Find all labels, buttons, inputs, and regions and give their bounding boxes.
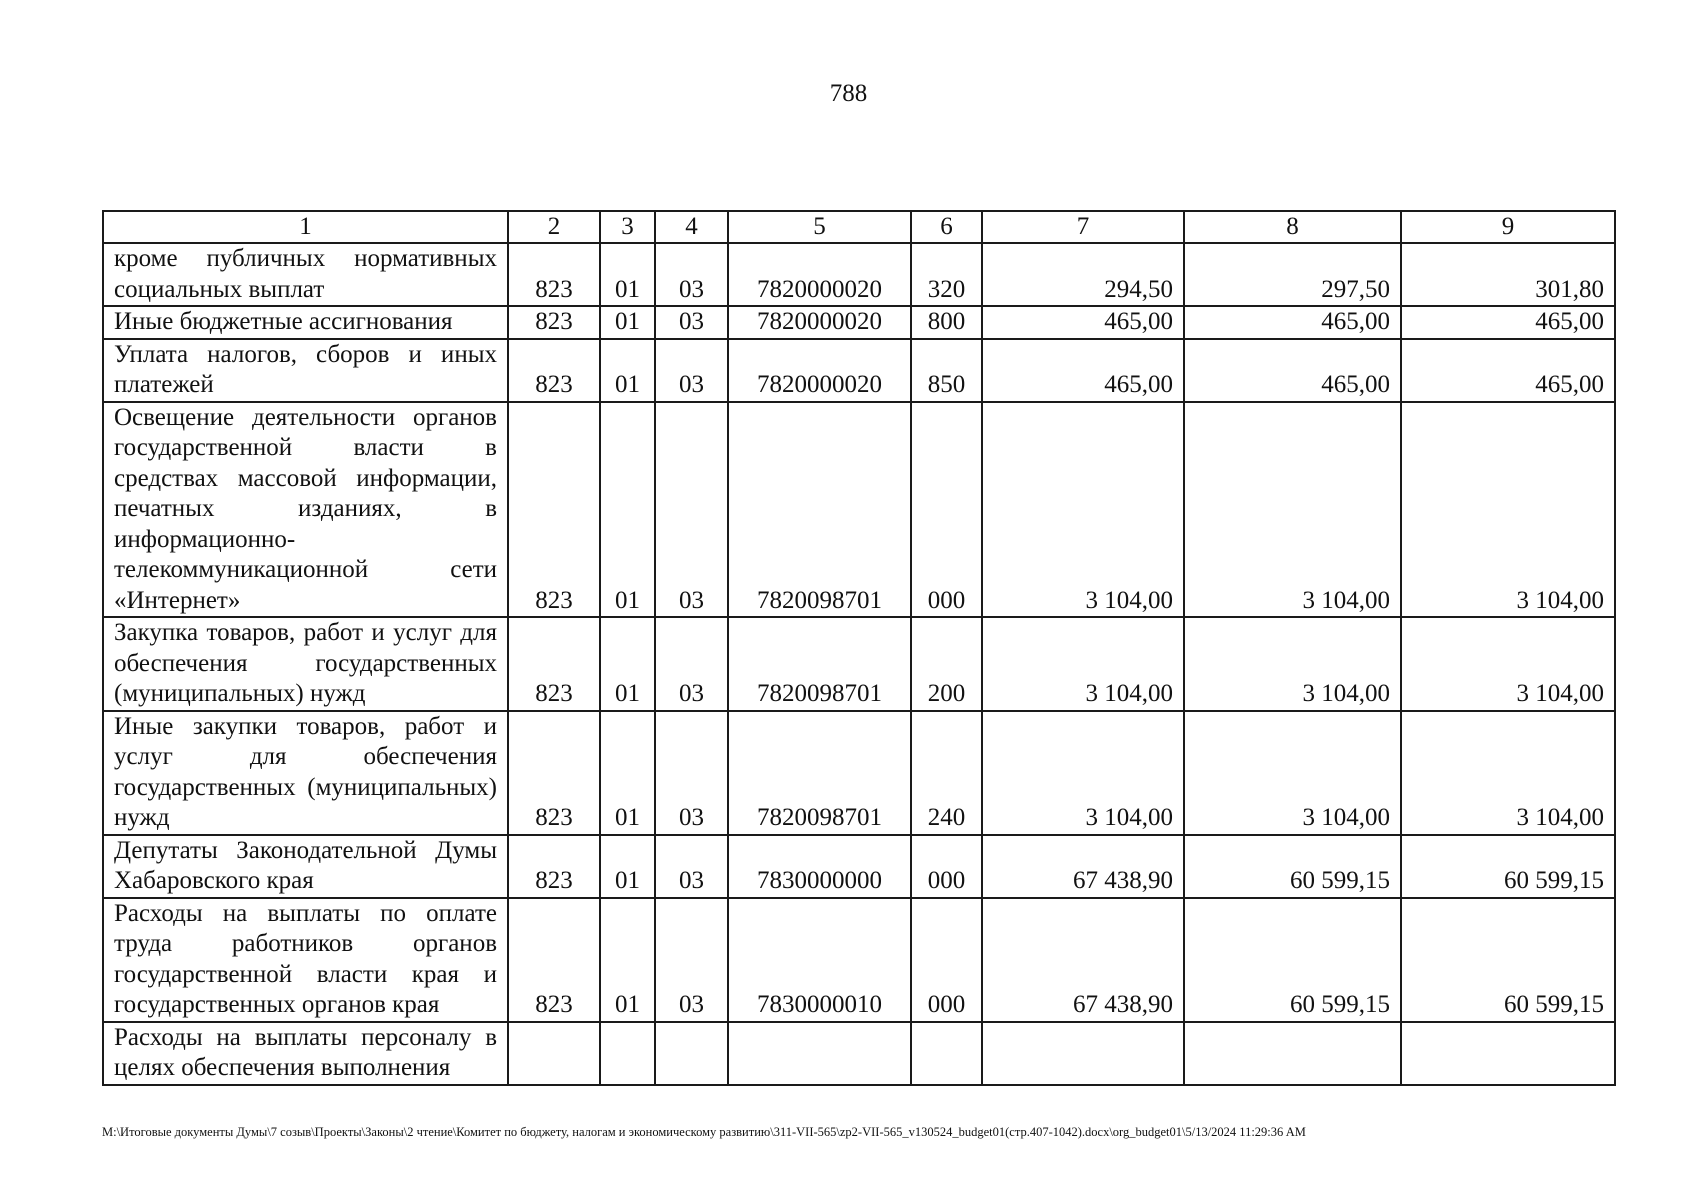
expense-name: Освещение деятельности органов государственной власти в средствах массовой информации, печатных изданиях, в информационно-телекоммуникационной сети «Интернет»: [103, 402, 508, 618]
column-header: 7: [982, 211, 1184, 243]
amount-col-9: 60 599,15: [1401, 835, 1615, 898]
target-article-code: 7830000010: [728, 898, 911, 1022]
amount-col-8: 465,00: [1184, 306, 1401, 339]
expense-type-code: 800: [911, 306, 982, 339]
expense-name: кроме публичных нормативных социальных выплат: [103, 243, 508, 306]
target-article-code: 7820000020: [728, 306, 911, 339]
ministry-code: 823: [508, 617, 600, 711]
amount-col-7: [982, 1022, 1184, 1085]
expense-type-code: 850: [911, 339, 982, 402]
amount-col-9: 3 104,00: [1401, 402, 1615, 618]
table-row: [103, 617, 1615, 711]
target-article-code: 7830000000: [728, 835, 911, 898]
section-code: 01: [600, 898, 655, 1022]
subsection-code: 03: [655, 306, 728, 339]
expense-type-code: 320: [911, 243, 982, 306]
expense-name: Уплата налогов, сборов и иных платежей: [103, 339, 508, 402]
expense-type-code: 000: [911, 402, 982, 618]
budget-table: [102, 210, 1616, 1086]
column-header: 4: [655, 211, 728, 243]
section-code: 01: [600, 617, 655, 711]
target-article-code: 7820000020: [728, 339, 911, 402]
target-article-code: 7820098701: [728, 617, 911, 711]
amount-col-9: 3 104,00: [1401, 617, 1615, 711]
section-code: 01: [600, 402, 655, 618]
amount-col-8: 465,00: [1184, 339, 1401, 402]
table-row: [103, 402, 1615, 618]
expense-type-code: 200: [911, 617, 982, 711]
amount-col-8: 3 104,00: [1184, 617, 1401, 711]
expense-type-code: [911, 1022, 982, 1085]
subsection-code: 03: [655, 617, 728, 711]
amount-col-9: 465,00: [1401, 339, 1615, 402]
subsection-code: 03: [655, 898, 728, 1022]
section-code: 01: [600, 243, 655, 306]
section-code: 01: [600, 711, 655, 835]
amount-col-7: 3 104,00: [982, 711, 1184, 835]
amount-col-8: 3 104,00: [1184, 402, 1401, 618]
target-article-code: 7820098701: [728, 711, 911, 835]
subsection-code: 03: [655, 835, 728, 898]
amount-col-8: 60 599,15: [1184, 835, 1401, 898]
ministry-code: 823: [508, 306, 600, 339]
column-header: 5: [728, 211, 911, 243]
expense-name: Иные закупки товаров, работ и услуг для обеспечения государственных (муниципальных) нужд: [103, 711, 508, 835]
column-header: 3: [600, 211, 655, 243]
subsection-code: 03: [655, 402, 728, 618]
table-row: [103, 1022, 1615, 1085]
ministry-code: 823: [508, 898, 600, 1022]
subsection-code: 03: [655, 711, 728, 835]
amount-col-8: [1184, 1022, 1401, 1085]
section-code: 01: [600, 835, 655, 898]
target-article-code: [728, 1022, 911, 1085]
amount-col-9: 60 599,15: [1401, 898, 1615, 1022]
amount-col-9: 301,80: [1401, 243, 1615, 306]
ministry-code: 823: [508, 243, 600, 306]
expense-name: Расходы на выплаты персоналу в целях обеспечения выполнения: [103, 1022, 508, 1085]
amount-col-9: 465,00: [1401, 306, 1615, 339]
amount-col-7: 67 438,90: [982, 898, 1184, 1022]
document-file-path: M:\Итоговые документы Думы\7 созыв\Проекты\Законы\2 чтение\Комитет по бюджету, налогам и экономическому развитию\311-VII-565\zp2-VII-565_v130524_budget01(стр.407-1042).docx\org_budget01\5/13/2024 11:29:36 AM: [102, 1125, 1306, 1139]
expense-name: Закупка товаров, работ и услуг для обеспечения государственных (муниципальных) нужд: [103, 617, 508, 711]
table-row: [103, 306, 1615, 339]
expense-type-code: 000: [911, 835, 982, 898]
page-number: 788: [829, 80, 868, 107]
column-header: 2: [508, 211, 600, 243]
amount-col-7: 465,00: [982, 339, 1184, 402]
table-row: [103, 711, 1615, 835]
amount-col-7: 3 104,00: [982, 402, 1184, 618]
ministry-code: [508, 1022, 600, 1085]
amount-col-7: 3 104,00: [982, 617, 1184, 711]
column-header: 8: [1184, 211, 1401, 243]
subsection-code: 03: [655, 243, 728, 306]
table-row: [103, 243, 1615, 306]
amount-col-8: 60 599,15: [1184, 898, 1401, 1022]
amount-col-7: 294,50: [982, 243, 1184, 306]
ministry-code: 823: [508, 339, 600, 402]
subsection-code: [655, 1022, 728, 1085]
section-code: [600, 1022, 655, 1085]
section-code: 01: [600, 306, 655, 339]
ministry-code: 823: [508, 835, 600, 898]
target-article-code: 7820098701: [728, 402, 911, 618]
amount-col-8: 297,50: [1184, 243, 1401, 306]
amount-col-7: 465,00: [982, 306, 1184, 339]
amount-col-9: [1401, 1022, 1615, 1085]
table-row: [103, 898, 1615, 1022]
column-number-row: [103, 211, 1615, 243]
table-row: [103, 835, 1615, 898]
ministry-code: 823: [508, 402, 600, 618]
column-header: 1: [103, 211, 508, 243]
expense-name: Иные бюджетные ассигнования: [103, 306, 508, 339]
target-article-code: 7820000020: [728, 243, 911, 306]
column-header: 6: [911, 211, 982, 243]
amount-col-7: 67 438,90: [982, 835, 1184, 898]
table-row: [103, 339, 1615, 402]
section-code: 01: [600, 339, 655, 402]
expense-name: Депутаты Законодательной Думы Хабаровского края: [103, 835, 508, 898]
column-header: 9: [1401, 211, 1615, 243]
amount-col-8: 3 104,00: [1184, 711, 1401, 835]
expense-type-code: 000: [911, 898, 982, 1022]
ministry-code: 823: [508, 711, 600, 835]
expense-type-code: 240: [911, 711, 982, 835]
subsection-code: 03: [655, 339, 728, 402]
expense-name: Расходы на выплаты по оплате труда работников органов государственной власти края и государственных органов края: [103, 898, 508, 1022]
amount-col-9: 3 104,00: [1401, 711, 1615, 835]
